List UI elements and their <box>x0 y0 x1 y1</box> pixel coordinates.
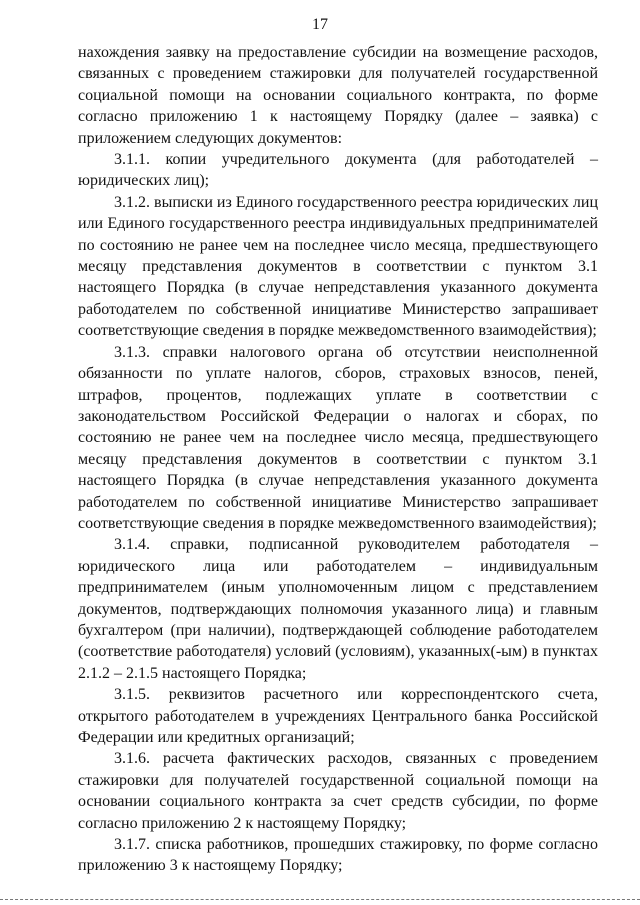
paragraph-3-1-4: 3.1.4. справки, подписанной руководителем работодателя – юридического лица или работодателем – индивидуальным предпринимателем (иным уполномоченным лицом с представлением документов, подтверждающих полномочия указанного лица) и главным бухгалтером (при наличии), подтверждающей соблюдение работодателем (соответствие работодателя) условий (условиям), указанных(-ым) в пунктах 2.1.2 – 2.1.5 настоящего Порядка; <box>78 536 598 682</box>
paragraph-3-1-6: 3.1.6. расчета фактических расходов, связанных с проведением стажировки для получателей государственной социальной помощи на основании социального контракта за счет средств субсидии, по форме согласно приложению 2 к настоящему Порядку; <box>78 750 598 832</box>
paragraph-3-1-7: 3.1.7. списка работников, прошедших стажировку, по форме согласно приложению 3 к настоящему Порядку; <box>78 836 598 875</box>
page-bottom-rule <box>0 899 640 900</box>
page-number: 17 <box>312 16 328 33</box>
paragraph-3-1-1: 3.1.1. копии учредительного документа (для работодателей – юридических лиц); <box>78 151 598 190</box>
paragraph-continuation: нахождения заявку на предоставление субсидии на возмещение расходов, связанных с проведением стажировки для получателей государственной социальной помощи на основании социального контракта, по форме согласно приложению 1 к настоящему Порядку (далее – заявка) с приложением следующих документов: <box>78 44 598 147</box>
paragraph-3-1-3: 3.1.3. справки налогового органа об отсутствии неисполненной обязанности по уплате налогов, сборов, страховых взносов, пеней, штрафов, процентов, подлежащих уплате в соответствии с законодательством Российской Федерации о налогах и сборах, по состоянию не ранее чем на последнее число месяца, предшествующего месяцу представления документов в соответствии с пунктом 3.1 настоящего Порядка (в случае непредставления указанного документа работодателем по собственной инициативе Министерство запрашивает соответствующие сведения в порядке межведомственного взаимодействия); <box>78 343 598 532</box>
paragraph-3-1-2: 3.1.2. выписки из Единого государственного реестра юридических лиц или Единого государственного реестра индивидуальных предпринимателей по состоянию не ранее чем на последнее число месяца, предшествующего месяцу представления документов в соответствии с пунктом 3.1 настоящего Порядка (в случае непредставления указанного документа работодателем по собственной инициативе Министерство запрашивает соответствующие сведения в порядке межведомственного взаимодействия); <box>78 193 598 340</box>
document-body <box>78 42 598 877</box>
paragraph-3-1-5: 3.1.5. реквизитов расчетного или корреспондентского счета, открытого работодателем в учреждениях Центрального банка Российской Федерации или кредитных организаций; <box>78 686 598 746</box>
